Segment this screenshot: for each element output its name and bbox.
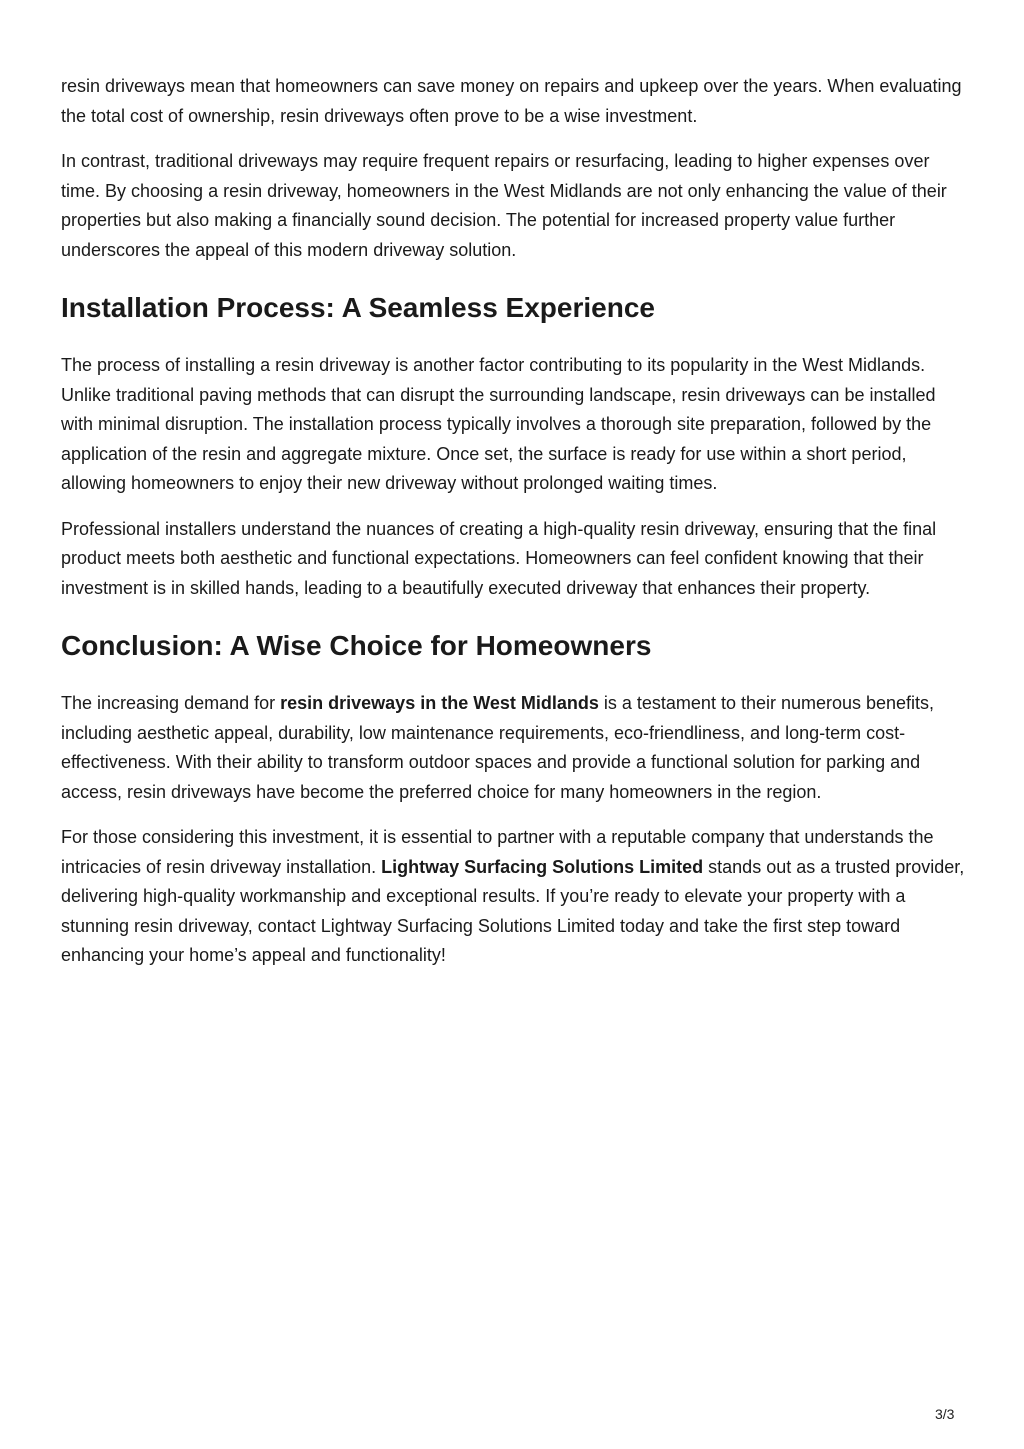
- heading-installation-process: Installation Process: A Seamless Experience: [61, 292, 655, 323]
- document-page: [61, 72, 966, 987]
- paragraph-traditional-driveways: In contrast, traditional driveways may require frequent repairs or resurfacing, leading to higher expenses over time. By choosing a resin driveway, homeowners in the West Midlands are not only enhancing the value of their properties but also making a financially sound decision. The potential for increased property value further underscores the appeal of this modern driveway solution.: [61, 151, 947, 260]
- paragraph-considering-investment-end: stands out as a trusted provider, delivering high-quality workmanship and exceptional results. If you’re ready to elevate your property with a stunning resin driveway, contact Lightway Surfacing Solutions Limited today and take the first step toward enhancing your home’s appeal and functionality!: [61, 856, 965, 965]
- heading-conclusion: Conclusion: A Wise Choice for Homeowners: [61, 630, 652, 661]
- paragraph-considering-investment: [61, 823, 966, 971]
- page-number: 3/3: [935, 1406, 955, 1422]
- paragraph-increasing-demand-start: The increasing demand for: [61, 693, 281, 713]
- paragraph-increasing-demand-end: is a testament to their numerous benefits, including aesthetic appeal, durability, low maintenance requirements, eco-friendliness, and long-term cost-effectiveness. With their ability to transform outdoor spaces and provide a functional solution for parking and access, resin driveways have become the preferred choice for many homeowners in the region.: [61, 693, 935, 802]
- emphasis-resin-driveways-west-midlands: resin driveways in the West Midlands: [280, 693, 599, 713]
- paragraph-increasing-demand: [61, 689, 966, 807]
- paragraph-professional-installers: Professional installers understand the nuances of creating a high-quality resin driveway, ensuring that the final product meets both aesthetic and functional expectations. Homeowners can feel confident knowing that their investment is in skilled hands, leading to a beautifully executed driveway that enhances their property.: [61, 518, 937, 598]
- paragraph-ownership-cost: resin driveways mean that homeowners can save money on repairs and upkeep over the years. When evaluating the total cost of ownership, resin driveways often prove to be a wise investment.: [61, 76, 962, 126]
- emphasis-company-name: Lightway Surfacing Solutions Limited: [381, 856, 704, 877]
- paragraph-considering-investment-start: For those considering this investment, it is essential to partner with a reputable company that understands the intricacies of resin driveway installation.: [61, 827, 934, 877]
- paragraph-installation-process: The process of installing a resin driveway is another factor contributing to its popularity in the West Midlands. Unlike traditional paving methods that can disrupt the surrounding landscape, resin driveways can be installed with minimal disruption. The installation process typically involves a thorough site preparation, followed by the application of the resin and aggregate mixture. Once set, the surface is ready for use within a short period, allowing homeowners to enjoy their new driveway without prolonged waiting times.: [61, 355, 936, 493]
